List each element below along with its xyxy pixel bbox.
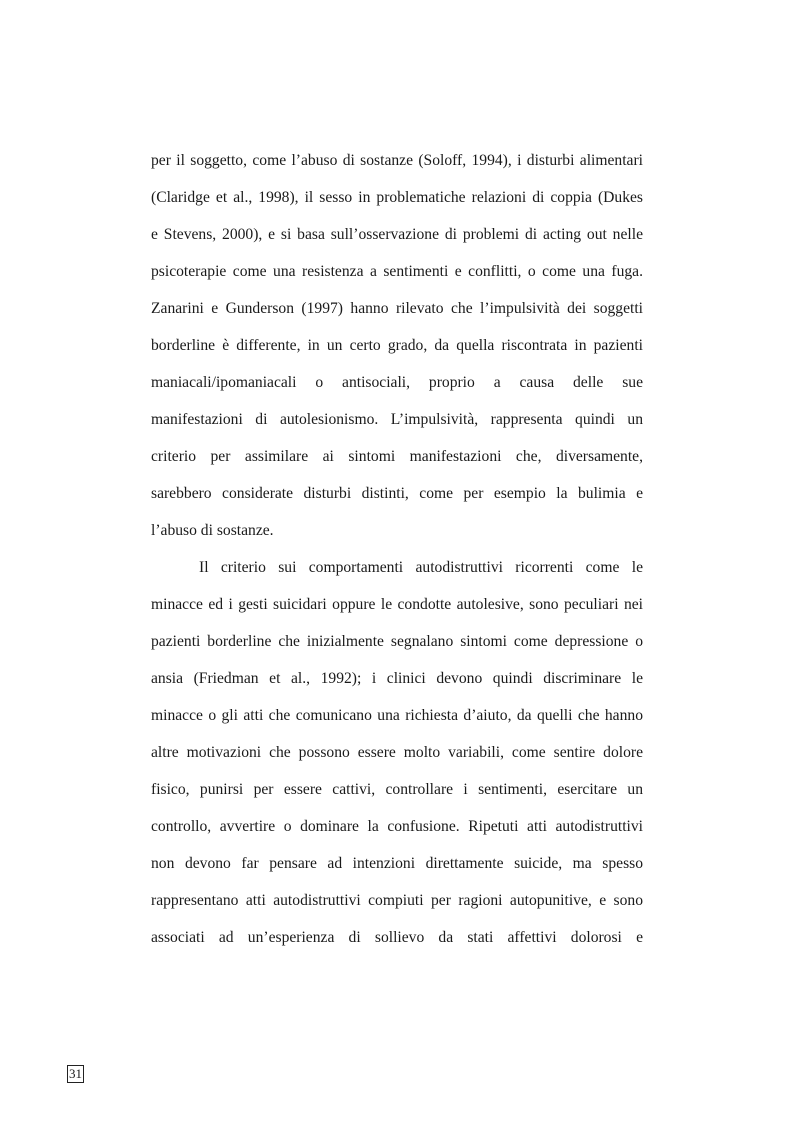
text-line: ansia (Friedman et al., 1992); i clinici devono quindi discriminare le: [151, 670, 643, 687]
body-text: [151, 146, 643, 960]
page-number: 31: [69, 1066, 82, 1081]
text-line: manifestazioni di autolesionismo. L’impulsività, rappresenta quindi un: [151, 411, 643, 428]
text-line: altre motivazioni che possono essere molto variabili, come sentire dolore: [151, 744, 643, 761]
text-line: e Stevens, 2000), e si basa sull’osservazione di problemi di acting out nelle: [151, 226, 643, 243]
paragraph-end-line: l’abuso di sostanze.: [151, 522, 274, 539]
text-line: non devono far pensare ad intenzioni direttamente suicide, ma spesso: [151, 855, 643, 872]
text-line: sarebbero considerate disturbi distinti, come per esempio la bulimia e: [151, 485, 643, 502]
text-line: criterio per assimilare ai sintomi manifestazioni che, diversamente,: [151, 448, 643, 465]
text-line: Zanarini e Gunderson (1997) hanno rilevato che l’impulsività dei soggetti: [151, 300, 643, 317]
text-line: minacce ed i gesti suicidari oppure le condotte autolesive, sono peculiari nei: [151, 596, 643, 613]
paragraph-start-line: Il criterio sui comportamenti autodistruttivi ricorrenti come le: [199, 559, 643, 576]
text-line: per il soggetto, come l’abuso di sostanze (Soloff, 1994), i disturbi alimentari: [151, 152, 643, 169]
text-line: minacce o gli atti che comunicano una richiesta d’aiuto, da quelli che hanno: [151, 707, 643, 724]
text-line: maniacali/ipomaniacali o antisociali, proprio a causa delle sue: [151, 374, 643, 391]
text-line: fisico, punirsi per essere cattivi, controllare i sentimenti, esercitare un: [151, 781, 643, 798]
text-line: associati ad un’esperienza di sollievo da stati affettivi dolorosi e: [151, 929, 643, 946]
text-line: psicoterapie come una resistenza a sentimenti e conflitti, o come una fuga.: [151, 263, 643, 280]
text-line: borderline è differente, in un certo grado, da quella riscontrata in pazienti: [151, 337, 643, 354]
text-line: (Claridge et al., 1998), il sesso in problematiche relazioni di coppia (Dukes: [151, 189, 643, 206]
text-line: controllo, avvertire o dominare la confusione. Ripetuti atti autodistruttivi: [151, 818, 643, 835]
text-line: rappresentano atti autodistruttivi compiuti per ragioni autopunitive, e sono: [151, 892, 643, 909]
text-line: pazienti borderline che inizialmente segnalano sintomi come depressione o: [151, 633, 643, 650]
